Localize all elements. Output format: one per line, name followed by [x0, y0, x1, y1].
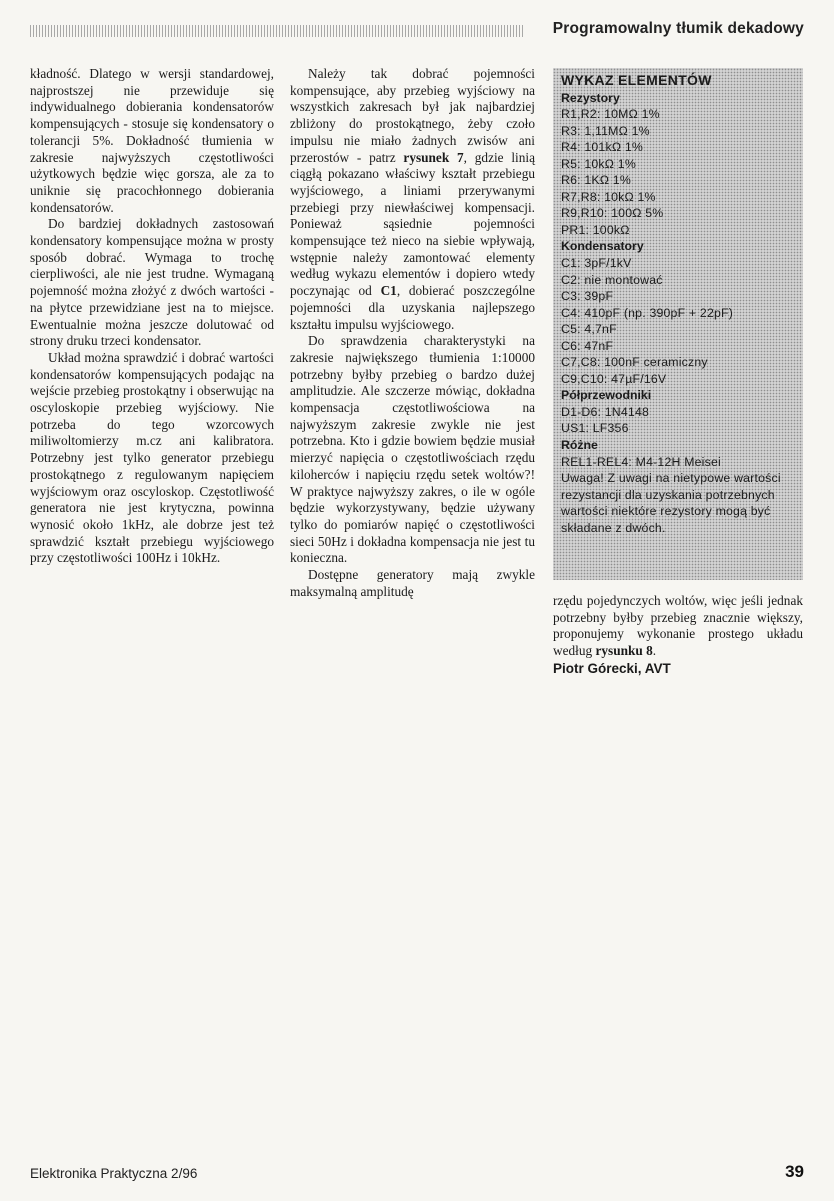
paragraph: Dostępne generatory mają zwykle maksymalną amplitudę: [290, 567, 535, 599]
text-column-3: [553, 593, 803, 678]
paragraph: kładność. Dlatego w wersji standardowej, najprostszej nie przewiduje się indywidualnego dobierania kondensatorów kompensujących - stosuje się kondensatory o tolerancji 5%. Dokładność tłumienia w zakresie najwyższych częstotliwości użytkowych będzie więc gorsza, ale za to uniknie się pracochłonnego dobierania kondensatorów.: [30, 66, 274, 215]
text-column-2: [290, 66, 535, 601]
parts-item: R1,R2: 10MΩ 1%: [561, 107, 660, 122]
parts-item: C2: nie montować: [561, 272, 663, 287]
parts-item: C3: 39pF: [561, 289, 614, 304]
section-label: Półprzewodniki: [561, 388, 652, 403]
page-number: 39: [785, 1162, 804, 1181]
header-decor-band: [30, 25, 524, 37]
parts-item: R9,R10: 100Ω 5%: [561, 206, 664, 221]
section-label: Różne: [561, 438, 598, 453]
parts-note: Uwaga! Z uwagi na nietypowe wartości rezystancji dla uzyskania potrzebnych wartości niektóre rezystory mogą być składane z dwóch.: [561, 471, 781, 535]
parts-item: R6: 1KΩ 1%: [561, 173, 631, 188]
text-run: rzędu pojedynczych woltów, więc jeśli jednak potrzebny byłby przebieg znacznie większy, proponujemy wykonanie prostego układu według: [553, 593, 803, 659]
author-signature: Piotr Górecki, AVT: [553, 660, 671, 676]
parts-item: C9,C10: 47µF/16V: [561, 371, 667, 386]
paragraph: Układ można sprawdzić i dobrać wartości kondensatorów kompensujących podając na wejście przebieg prostokątny i obserwując na oscyloskopie przebieg wyjściowy. Nie potrzeba do tego wzorcowych miliwoltomierzy m.cz ani kalibratora. Potrzebny jest tylko generator przebiegu prostokątnego z regulowanym napięciem wyjściowym oraz oscyloskop. Częstotliwość generatora nie jest krytyczna, powinna wynosić około 1kHz, ale dobrze jest też sprawdzić kształt przebiegu wyjściowego przy częstotliwości 100Hz i 10kHz.: [30, 349, 274, 566]
parts-list-title: WYKAZ ELEMENTÓW: [561, 72, 712, 88]
parts-list-box: [553, 68, 803, 580]
section-label: Rezystory: [561, 90, 620, 105]
parts-item: R3: 1,11MΩ 1%: [561, 123, 650, 138]
parts-item: C1: 3pF/1kV: [561, 256, 632, 271]
parts-item: D1-D6: 1N4148: [561, 404, 650, 419]
parts-item: C4: 410pF (np. 390pF + 22pF): [561, 305, 734, 320]
parts-item: R4: 101kΩ 1%: [561, 140, 643, 155]
paragraph: Do bardziej dokładnych zastosowań kondensatory kompensujące można w prosty sposób dobrać. Wymaga to trochę cierpliwości, ale nie jest trudne. Wymaganą pojemność można złożyć z dwóch wartości - na płytce przewidziane jest na to miejsce. Ewentualnie można jeszcze dolutować od strony druku trzeci kondensator.: [30, 216, 274, 349]
text-column-1: [30, 66, 274, 567]
footer-publication: Elektronika Praktyczna 2/96: [30, 1166, 198, 1181]
page-header-title: Programowalny tłumik dekadowy: [552, 20, 804, 37]
paragraph: [553, 593, 803, 660]
parts-item: C6: 47nF: [561, 338, 614, 353]
parts-item: R7,R8: 10kΩ 1%: [561, 189, 656, 204]
text-run: Należy tak dobrać pojemności kompensujące, aby przebieg wyjściowy na wszystkich zakresach był jak najbardziej zbliżony do prostokątnego, żeby czoło impulsu nie miało żadnych zwisów ani przerostów - patrz: [290, 66, 535, 165]
figure-ref: rysunku 8: [595, 643, 653, 659]
parts-item: C7,C8: 100nF ceramiczny: [561, 355, 708, 370]
text-run: , gdzie linią ciągłą pokazano właściwy kształt przebiegu wyjściowego, a liniami przerywanymi przebiegi przy niewłaściwej kompensacji. Ponieważ sąsiednie pojemności kompensujące też nieco na siebie wpływają, wstępnie należy zamontować elementy według wykazu elementów i dopiero wtedy poczynając od: [290, 149, 535, 299]
text-run: .: [652, 643, 657, 659]
figure-ref: rysunek 7: [403, 149, 464, 165]
parts-item: R5: 10kΩ 1%: [561, 156, 636, 171]
paragraph: Do sprawdzenia charakterystyki na zakresie największego tłumienia 1:10000 potrzebny byłby przebieg o bardzo dużej amplitudzie. Ale szczerze mówiąc, dokładna kompensacja częstotliwościowa na najwyższym zakresie zwykle nie jest potrzebna. Kto i gdzie bowiem będzie musiał mierzyć napięcia o częstotliwościach rzędu kiloherców i napięciu rzędu setek woltów?! W praktyce najwyższy zakres, o ile w ogóle będzie wykorzystywany, będzie używany tylko do pomiarów napięć o częstotliwości sieci 50Hz i dokładna kompensacja nie jest tu konieczna.: [290, 333, 535, 566]
text-run: , dobierać poszczególne pojemności dla uzyskania najlepszego kształtu impulsu wyjściowego.: [290, 283, 535, 332]
parts-item: C5: 4,7nF: [561, 322, 617, 337]
parts-item: US1: LF356: [561, 421, 629, 436]
section-label: Kondensatory: [561, 239, 644, 254]
parts-item: PR1: 100kΩ: [561, 222, 630, 237]
paragraph: [290, 66, 535, 333]
parts-item: REL1-REL4: M4-12H Meisei: [561, 454, 721, 469]
component-ref: C1: [380, 283, 397, 299]
